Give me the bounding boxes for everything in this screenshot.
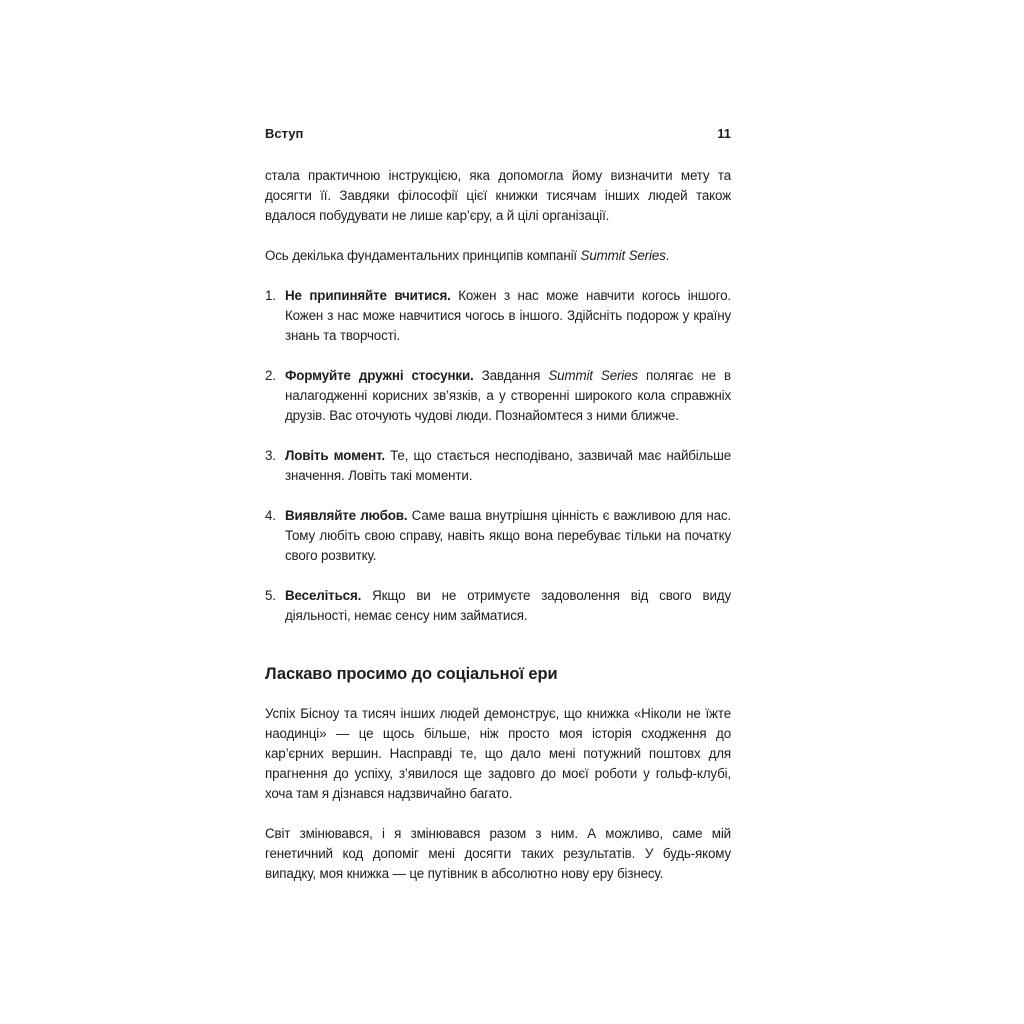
list-item-text: Кожен з нас може навчити когось іншого. Кожен з нас може навчитися чогось в іншого. Здійсніть подорож у країну знань та творчості. <box>285 288 731 343</box>
list-item-body <box>285 366 731 426</box>
intro-paragraph-2 <box>265 246 731 266</box>
list-item-title: Формуйте дружні стосунки. <box>285 368 474 383</box>
intro-brand-name: Summit Series <box>580 248 666 263</box>
list-item-number: 2. <box>265 368 276 383</box>
chapter-title: Вступ <box>265 126 304 141</box>
intro-paragraph-2-prefix: Ось декілька фундаментальних принципів компанії <box>265 248 581 263</box>
intro-paragraph-1: стала практичною інструкцією, яка допомогла йому визначити мету та досягти її. Завдяки філософії цієї книжки тисячам інших людей також вдалося побудувати не лише кар’єру, а й цілі організації. <box>265 168 731 223</box>
list-item <box>265 366 731 426</box>
list-item <box>265 506 731 566</box>
list-item-number: 5. <box>265 588 276 603</box>
list-item-body <box>285 586 731 626</box>
list-item-title: Веселіться. <box>285 588 362 603</box>
list-item-number: 1. <box>265 288 276 303</box>
list-item-title: Не припиняйте вчитися. <box>285 288 451 303</box>
list-item-text: Якщо ви не отримуєте задоволення від свого виду діяльності, немає сенсу ним займатися. <box>285 588 731 623</box>
section-paragraph-2: Світ змінювався, і я змінювався разом з ним. А можливо, саме мій генетичний код допоміг мені досягти таких результатів. У будь-якому випадку, моя книжка — це путівник в абсолютно нову еру бізнесу. <box>265 826 731 881</box>
principles-list <box>265 286 731 626</box>
list-item-body <box>285 506 731 566</box>
list-item-body <box>285 446 731 486</box>
list-item-text-prefix: Завдання <box>473 368 549 383</box>
list-item-number: 4. <box>265 508 276 523</box>
list-item-text: Саме ваша внутрішня цінність є важливою для нас. Тому любіть свою справу, навіть якщо вона перебуває тільки на початку свого розвитку. <box>285 508 731 563</box>
page-number: 11 <box>717 126 731 141</box>
list-item-brand-name: Summit Series <box>548 368 638 383</box>
section-paragraph-1: Успіх Бісноу та тисяч інших людей демонструє, що книжка «Ніколи не їжте наодинці» — це щось більше, ніж просто моя історія сходження до кар’єрних вершин. Насправді те, що дало мені потужний поштовх для прагнення до успіху, з’явилося ще задовго до моєї роботи у гольф-клубі, хоча там я дізнався надзвичайно багато. <box>265 706 731 801</box>
list-item-title: Ловіть момент. <box>285 448 385 463</box>
list-item <box>265 286 731 346</box>
intro-paragraph-2-suffix: . <box>665 248 670 263</box>
list-item-text: полягає не в налагодженні корисних зв’язків, а у створенні широкого кола справжніх друзів. Вас оточують чудові люди. Познайомтеся з ними ближче. <box>285 368 731 423</box>
list-item-text: Те, що стається несподівано, зазвичай має найбільше значення. Ловіть такі моменти. <box>285 448 731 483</box>
running-head <box>265 126 731 146</box>
list-item-title: Виявляйте любов. <box>285 508 408 523</box>
list-item <box>265 586 731 626</box>
list-item <box>265 446 731 486</box>
book-page <box>265 126 731 904</box>
list-item-number: 3. <box>265 448 276 463</box>
section-heading: Ласкаво просимо до соціальної ери <box>265 665 558 683</box>
list-item-body <box>285 286 731 346</box>
